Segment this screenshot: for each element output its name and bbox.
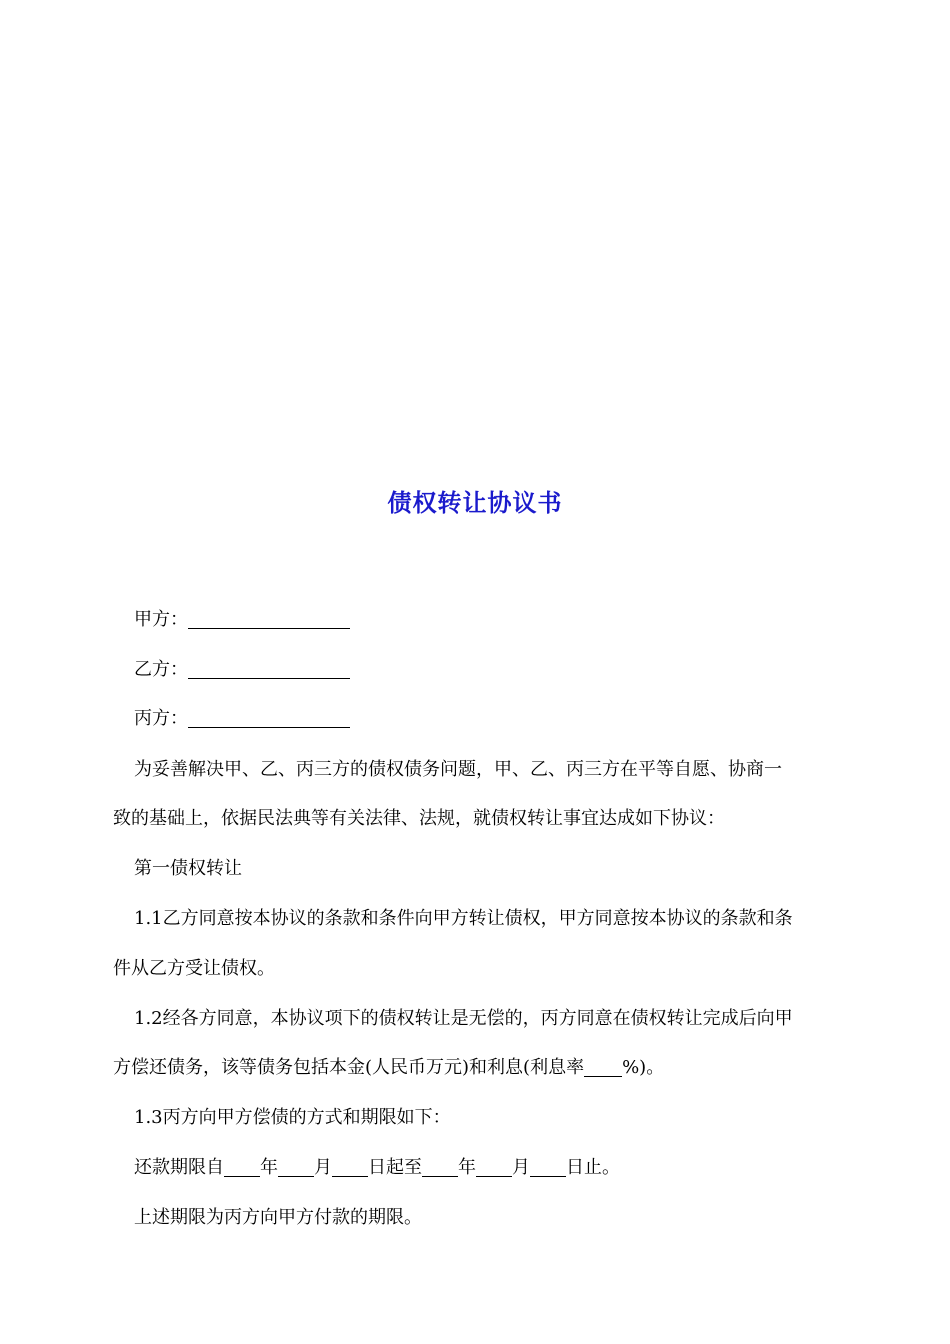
intro-line-2: 致的基础上，依据民法典等有关法律、法规，就债权转让事宜达成如下协议： xyxy=(113,808,725,829)
start-day-label: 日起至 xyxy=(368,1157,422,1178)
party-b-line xyxy=(134,657,859,683)
clause-1-3: 1.3丙方向甲方偿债的方式和期限如下： xyxy=(134,1107,451,1128)
start-day-blank[interactable] xyxy=(332,1158,368,1177)
start-year-label: 年 xyxy=(260,1157,278,1178)
end-year-blank[interactable] xyxy=(422,1158,458,1177)
interest-rate-blank[interactable] xyxy=(584,1058,622,1077)
party-b-blank[interactable] xyxy=(188,660,350,679)
intro-line-1: 为妥善解决甲、乙、丙三方的债权债务问题，甲、乙、丙三方在平等自愿、协商一 xyxy=(134,759,782,780)
start-year-blank[interactable] xyxy=(224,1158,260,1177)
end-month-blank[interactable] xyxy=(476,1158,512,1177)
section-1-heading: 第一债权转让 xyxy=(134,858,242,879)
clause-1-2-text: 方偿还债务，该等债务包括本金(人民币万元)和利息(利息率 xyxy=(113,1057,585,1078)
end-day-blank[interactable] xyxy=(530,1158,566,1177)
start-month-label: 月 xyxy=(314,1157,332,1178)
clause-1-2-line-1: 1.2经各方同意，本协议项下的债权转让是无偿的，丙方同意在债权转让完成后向甲 xyxy=(134,1008,793,1029)
party-b-label: 乙方： xyxy=(134,659,188,680)
start-month-blank[interactable] xyxy=(278,1158,314,1177)
clause-1-2-percent: %)。 xyxy=(622,1057,665,1078)
document-title: 债权转让协议书 xyxy=(387,489,563,517)
term-start-label: 还款期限自 xyxy=(134,1157,224,1178)
end-day-label: 日止。 xyxy=(566,1157,620,1178)
clause-1-1-line-1: 1.1乙方同意按本协议的条款和条件向甲方转让债权，甲方同意按本协议的条款和条 xyxy=(134,908,793,929)
end-month-label: 月 xyxy=(512,1157,530,1178)
end-year-label: 年 xyxy=(458,1157,476,1178)
party-a-label: 甲方： xyxy=(134,609,188,630)
party-c-label: 丙方： xyxy=(134,708,188,729)
party-a-line xyxy=(134,607,859,633)
term-note: 上述期限为丙方向甲方付款的期限。 xyxy=(134,1207,422,1228)
party-c-blank[interactable] xyxy=(188,709,350,728)
repayment-term-line xyxy=(134,1155,859,1181)
clause-1-2-line-2 xyxy=(113,1055,838,1081)
clause-1-1-line-2: 件从乙方受让债权。 xyxy=(113,958,275,979)
party-c-line xyxy=(134,706,859,732)
party-a-blank[interactable] xyxy=(188,610,350,629)
